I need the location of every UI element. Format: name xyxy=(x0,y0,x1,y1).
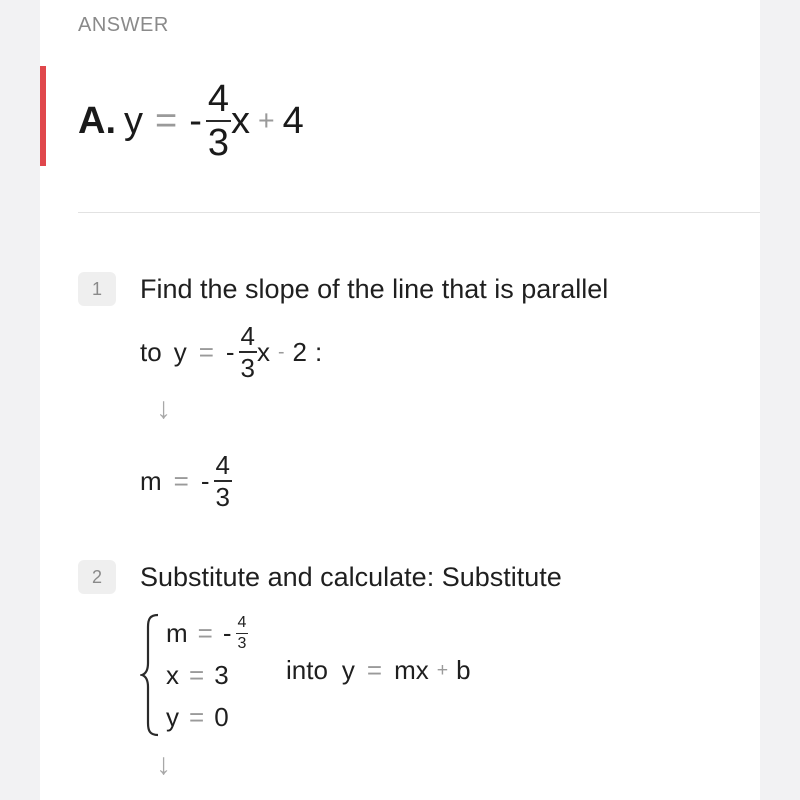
system-row-x xyxy=(166,655,248,695)
step-1-eq-minus: - xyxy=(278,340,285,363)
target-lhs: y xyxy=(341,655,355,685)
step-1-eq-numerator: 4 xyxy=(240,321,256,351)
step-1-to: to xyxy=(140,336,162,367)
step-1-result-negative: - xyxy=(200,465,210,496)
system-row-m-negative: - xyxy=(222,617,232,648)
system-row-y-lhs: y xyxy=(166,701,179,732)
section-divider xyxy=(78,212,760,213)
step-1-result-fraction xyxy=(214,452,232,510)
answer-variable: x xyxy=(231,99,250,142)
step-1-eq-fraction xyxy=(239,323,257,381)
answer-fraction xyxy=(206,80,231,162)
system-row-m xyxy=(166,613,248,653)
step-1-eq-constant: 2 xyxy=(292,336,307,367)
system-rows xyxy=(166,613,248,737)
system-row-y-equals: = xyxy=(189,701,205,732)
system-row-m-numerator: 4 xyxy=(237,613,247,631)
final-answer xyxy=(78,76,304,166)
system-row-x-equals: = xyxy=(189,659,205,690)
answer-header: ANSWER xyxy=(78,14,169,36)
system-row-m-fraction xyxy=(236,615,249,652)
step-1-eq-equals: = xyxy=(198,336,214,367)
answer-constant: 4 xyxy=(282,99,304,142)
step-1-result xyxy=(140,448,232,514)
step-1-eq-negative: - xyxy=(225,336,235,367)
step-2-text: Substitute and calculate: Substitute xyxy=(140,562,562,592)
step-1-equation xyxy=(140,320,322,384)
step-1-eq-variable: x xyxy=(257,336,271,367)
answer-plus: + xyxy=(258,104,275,137)
step-1-result-equals: = xyxy=(173,465,189,496)
system-row-y xyxy=(166,697,248,737)
answer-letter: A. xyxy=(78,99,116,142)
step-1-result-lhs: m xyxy=(140,465,162,496)
step-2-number: 2 xyxy=(78,560,116,594)
answer-accent-bar xyxy=(40,66,46,166)
target-mx: mx xyxy=(394,655,429,685)
left-brace-icon xyxy=(140,613,162,737)
step-1-text: Find the slope of the line that is parallel xyxy=(140,274,609,304)
system-row-x-lhs: x xyxy=(166,659,179,690)
system-row-m-lhs: m xyxy=(166,617,188,648)
arrow-down-icon: ↓ xyxy=(156,392,171,425)
answer-numerator: 4 xyxy=(207,78,229,120)
step-1-eq-lhs: y xyxy=(173,336,187,367)
arrow-down-icon: ↓ xyxy=(156,748,171,781)
step-1-result-numerator: 4 xyxy=(215,450,230,480)
step-1-number: 1 xyxy=(78,272,116,306)
system-row-m-equals: = xyxy=(197,617,213,648)
into-word: into xyxy=(286,655,328,685)
answer-card xyxy=(40,0,760,800)
system-row-x-value: 3 xyxy=(214,659,229,690)
target-equals: = xyxy=(366,655,383,685)
substitution-target xyxy=(286,655,471,686)
step-1-result-denominator: 3 xyxy=(215,482,230,512)
system-row-m-denominator: 3 xyxy=(237,634,247,652)
answer-denominator: 3 xyxy=(207,122,229,164)
step-1-eq-denominator: 3 xyxy=(240,353,256,383)
step-1-eq-colon: : xyxy=(314,336,323,367)
answer-equals: = xyxy=(155,99,178,142)
answer-negative-sign: - xyxy=(189,99,202,142)
system-row-y-value: 0 xyxy=(214,701,229,732)
substitution-system xyxy=(140,610,248,740)
target-b: b xyxy=(456,655,471,685)
answer-lhs: y xyxy=(124,99,143,142)
fraction-bar xyxy=(236,633,249,634)
target-plus: + xyxy=(436,659,449,681)
